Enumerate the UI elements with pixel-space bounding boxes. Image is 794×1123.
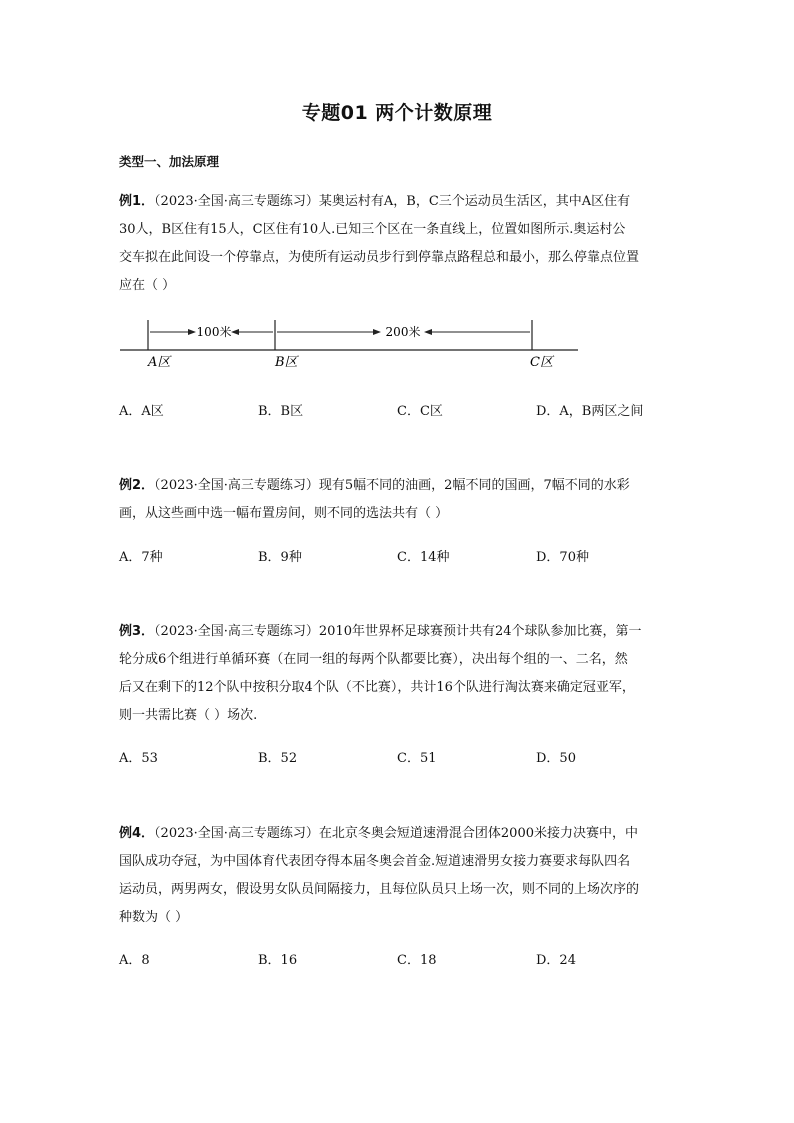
question-2-line-1: 例2．（2023·全国·高三专题练习）现有5幅不同的油画，2幅不同的国画，7幅不同的水彩 bbox=[119, 478, 630, 493]
question-4-options bbox=[119, 949, 679, 969]
question-1-label: 例1． bbox=[119, 194, 155, 209]
question-2-label: 例2． bbox=[119, 478, 155, 493]
distance-diagram bbox=[118, 312, 580, 374]
option-b[interactable]: B．B区 bbox=[258, 404, 304, 419]
question-1 bbox=[119, 188, 679, 300]
question-2-line-2: 画，从这些画中选一幅布置房间，则不同的选法共有（ ） bbox=[119, 506, 449, 521]
bc-arrow-right-head bbox=[424, 329, 432, 335]
question-1-line-3: 交车拟在此间设一个停靠点，为使所有运动员步行到停靠点路程总和最小，那么停靠点位置 bbox=[119, 250, 640, 265]
question-2-options bbox=[119, 546, 679, 566]
question-3-line-1: 例3．（2023·全国·高三专题练习）2010年世界杯足球赛预计共有24个球队参加比赛，第一 bbox=[119, 624, 642, 639]
question-3-label: 例3． bbox=[119, 624, 155, 639]
point-a-label: A区 bbox=[148, 355, 171, 370]
question-4 bbox=[119, 820, 679, 932]
option-a[interactable]: A．8 bbox=[119, 953, 150, 968]
option-b[interactable]: B．52 bbox=[258, 751, 298, 766]
option-a[interactable]: A．7种 bbox=[119, 550, 163, 565]
ab-arrow-right-head bbox=[231, 329, 239, 335]
option-c[interactable]: C．14种 bbox=[397, 550, 450, 565]
option-d[interactable]: D．50 bbox=[536, 751, 576, 766]
option-d[interactable]: D．A，B两区之间 bbox=[536, 404, 644, 419]
question-4-label: 例4． bbox=[119, 826, 155, 841]
option-b[interactable]: B．9种 bbox=[258, 550, 302, 565]
question-4-line-2: 国队成功夺冠，为中国体育代表团夺得本届冬奥会首金.短道速滑男女接力赛要求每队四名 bbox=[119, 854, 631, 869]
ab-arrow-left-head bbox=[188, 329, 196, 335]
question-3-line-3: 后又在剩下的12个队中按积分取4个队（不比赛），共计16个队进行淘汰赛来确定冠亚军， bbox=[119, 680, 635, 695]
option-a[interactable]: A．A区 bbox=[119, 404, 164, 419]
question-2 bbox=[119, 472, 679, 528]
page-title: 专题01 两个计数原理 bbox=[301, 102, 493, 124]
option-d[interactable]: D．24 bbox=[536, 953, 576, 968]
option-c[interactable]: C．C区 bbox=[397, 404, 443, 419]
question-3-line-2: 轮分成6个组进行单循环赛（在同一组的每两个队都要比赛），决出每个组的一、二名，然 bbox=[119, 652, 628, 667]
question-1-line-1: 例1．（2023·全国·高三专题练习）某奥运村有A，B，C三个运动员生活区，其中A区住有 bbox=[119, 194, 631, 209]
bc-arrow-left-head bbox=[373, 329, 381, 335]
question-3-options bbox=[119, 747, 679, 767]
option-a[interactable]: A．53 bbox=[119, 751, 158, 766]
question-4-line-1: 例4．（2023·全国·高三专题练习）在北京冬奥会短道速滑混合团体2000米接力决赛中，中 bbox=[119, 826, 638, 841]
question-3 bbox=[119, 618, 679, 730]
section-heading: 类型一、加法原理 bbox=[119, 154, 220, 169]
option-d[interactable]: D．70种 bbox=[536, 550, 589, 565]
question-1-line-2: 30人，B区住有15人，C区住有10人.已知三个区在一条直线上，位置如图所示.奥运村公 bbox=[119, 222, 626, 237]
question-1-line-4: 应在（ ） bbox=[119, 278, 176, 293]
distance-ab-label: 100米 bbox=[196, 325, 232, 339]
question-4-line-3: 运动员，两男两女，假设男女队员间隔接力，且每位队员只上场一次，则不同的上场次序的 bbox=[119, 882, 640, 897]
distance-bc-label: 200米 bbox=[385, 325, 421, 339]
question-4-line-4: 种数为（ ） bbox=[119, 910, 189, 925]
point-b-label: B区 bbox=[275, 355, 298, 370]
point-c-label: C区 bbox=[530, 355, 553, 370]
question-3-line-4: 则一共需比赛（ ）场次. bbox=[119, 708, 258, 723]
question-1-options bbox=[119, 400, 679, 420]
option-c[interactable]: C．51 bbox=[397, 751, 437, 766]
option-b[interactable]: B．16 bbox=[258, 953, 298, 968]
option-c[interactable]: C．18 bbox=[397, 953, 437, 968]
